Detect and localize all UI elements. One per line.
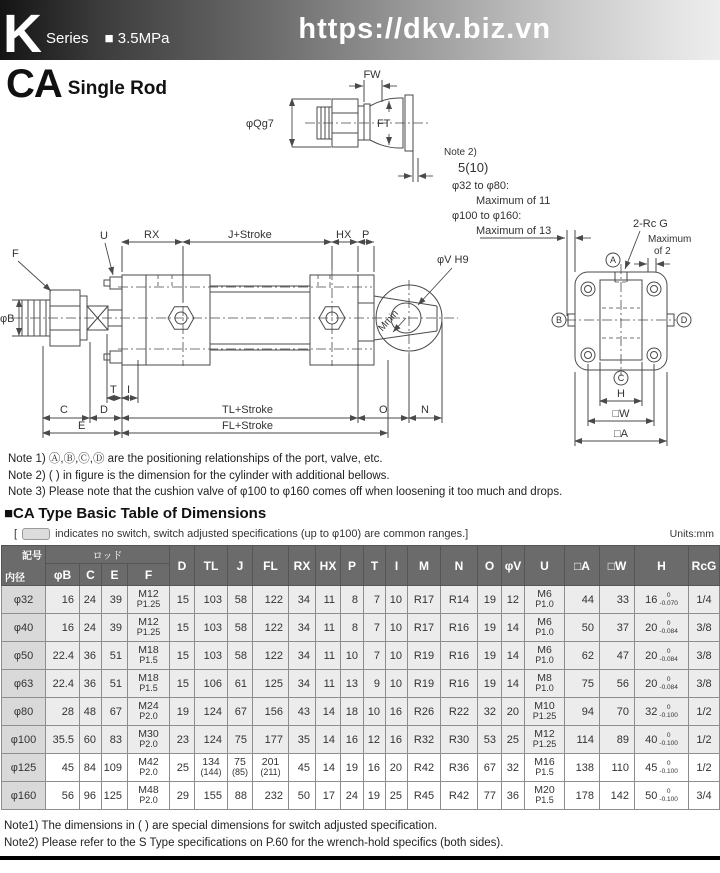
dim-label-o: O (379, 404, 388, 416)
dim-cell: 60 (80, 726, 102, 754)
column-header-j: J (228, 546, 253, 586)
dim-cell: 15 (170, 670, 195, 698)
dim-cell: M20 P1.5 (525, 782, 565, 810)
rod-end-bellows-drawing (246, 69, 591, 316)
dim-cell: 77 (478, 782, 502, 810)
dim-cell: 17 (316, 782, 341, 810)
dim-cell: M8 P1.0 (525, 670, 565, 698)
dim-cell: 8 (341, 614, 364, 642)
dim-cell: R26 (408, 698, 441, 726)
dim-cell: R16 (441, 614, 478, 642)
dim-cell: R16 (441, 670, 478, 698)
cylinder-side-view (0, 229, 469, 438)
dim-cell: 10 (364, 698, 386, 726)
dim-label-phib: φB (0, 313, 15, 325)
dim-label-rx: RX (144, 229, 160, 241)
column-header-n: N (441, 546, 478, 586)
bore-cell: φ40 (2, 614, 46, 642)
dims-tbody (2, 586, 720, 810)
dim-cell: 16 0 -0.070 (635, 586, 689, 614)
series-letter: K (3, 4, 42, 65)
position-marker-d: D (680, 315, 688, 325)
dim-cell: 29 (170, 782, 195, 810)
legend-open-bracket: [ (14, 528, 18, 540)
dim-cell: 7 (364, 586, 386, 614)
table-row (2, 782, 720, 810)
column-header-o: O (478, 546, 502, 586)
dim-cell: 155 (195, 782, 228, 810)
dim-label-c: C (60, 404, 68, 416)
position-marker-a: A (609, 255, 617, 265)
dim-cell: 32 (502, 754, 525, 782)
column-header-u: U (525, 546, 565, 586)
dim-cell: R16 (441, 642, 478, 670)
table-corner-cell (2, 546, 46, 586)
dim-cell: 11 (316, 642, 341, 670)
column-header-rx: RX (289, 546, 316, 586)
dim-cell: 48 (80, 698, 102, 726)
dim-cell: 122 (253, 614, 289, 642)
dim-cell: R32 (408, 726, 441, 754)
dim-cell: 16 (386, 726, 408, 754)
dim-cell: 24 (341, 782, 364, 810)
dim-cell: 39 (102, 586, 128, 614)
dim-label-hx: HX (336, 229, 352, 241)
dim-cell: 122 (253, 586, 289, 614)
note-line: Note 2) ( ) in figure is the dimension for the cylinder with additional bellows. (8, 469, 390, 482)
dim-cell: 22.4 (46, 642, 80, 670)
cylinder-end-view (552, 218, 691, 446)
technical-drawings (0, 60, 720, 462)
dim-cell: 16 (46, 614, 80, 642)
dim-cell: 34 (289, 614, 316, 642)
dim-cell: 10 (386, 614, 408, 642)
dim-cell: 9 (364, 670, 386, 698)
port-label-2rcg: 2-Rc G (633, 218, 668, 230)
site-url: https://dkv.biz.vn (298, 13, 552, 45)
dim-cell: 14 (502, 670, 525, 698)
dim-cell: R19 (408, 670, 441, 698)
range-note-line1: φ32 to φ80: (452, 180, 510, 192)
dim-cell: 37 (600, 614, 635, 642)
dim-cell: M30 P2.0 (128, 726, 170, 754)
table-row (2, 754, 720, 782)
dim-cell: M42 P2.0 (128, 754, 170, 782)
dim-cell: 11 (316, 614, 341, 642)
dim-label-p: P (362, 229, 370, 241)
dim-cell: 142 (600, 782, 635, 810)
units-label: Units:mm (669, 528, 714, 540)
dim-cell: 89 (600, 726, 635, 754)
column-header-e: E (102, 564, 128, 586)
column-header-phiv: φV (502, 546, 525, 586)
dim-cell: 58 (228, 586, 253, 614)
dim-cell: 3/8 (689, 642, 720, 670)
column-header-square-a: □A (565, 546, 600, 586)
dim-cell: 70 (600, 698, 635, 726)
dim-cell: 16 (46, 586, 80, 614)
dim-label-square-a: □A (614, 428, 628, 440)
dim-cell: 124 (195, 698, 228, 726)
dim-cell: 15 (170, 614, 195, 642)
dim-cell: 94 (565, 698, 600, 726)
dim-cell: 44 (565, 586, 600, 614)
dim-cell: 75 (85) (228, 754, 253, 782)
dim-cell: 23 (170, 726, 195, 754)
table-row (2, 670, 720, 698)
corner-label-symbol: 記号 (22, 551, 42, 562)
dim-label-square-w: □W (612, 408, 630, 420)
dim-cell: 32 0 -0.100 (635, 698, 689, 726)
dim-cell: 19 (478, 642, 502, 670)
dim-cell: 19 (478, 614, 502, 642)
dim-cell: 1/2 (689, 754, 720, 782)
dim-cell: R19 (408, 642, 441, 670)
dim-label-h: H (617, 388, 625, 400)
dim-cell: 125 (102, 782, 128, 810)
dim-cell: 25 (170, 754, 195, 782)
dim-cell: 10 (386, 670, 408, 698)
dim-cell: R22 (441, 698, 478, 726)
dim-cell: 106 (195, 670, 228, 698)
dim-cell: M12 P1.25 (128, 586, 170, 614)
dim-cell: 3/4 (689, 782, 720, 810)
dim-cell: R17 (408, 586, 441, 614)
dim-cell: 8 (341, 586, 364, 614)
column-header-rcg: RcG (689, 546, 720, 586)
dim-cell: 53 (478, 726, 502, 754)
footnote-line: Note1) The dimensions in ( ) are special dimensions for switch adjusted specification. (4, 820, 438, 832)
dim-cell: 1/4 (689, 586, 720, 614)
dim-cell: 14 (316, 754, 341, 782)
column-header-fl: FL (253, 546, 289, 586)
column-header-i: I (386, 546, 408, 586)
dim-cell: R36 (441, 754, 478, 782)
dim-cell: M6 P1.0 (525, 586, 565, 614)
product-code: CA (6, 62, 62, 106)
dim-cell: 50 0 -0.100 (635, 782, 689, 810)
dim-cell: 10 (386, 586, 408, 614)
dim-cell: 20 (502, 698, 525, 726)
dim-label-ft: FT (377, 118, 391, 130)
column-header-square-w: □W (600, 546, 635, 586)
dim-cell: 34 (289, 642, 316, 670)
dim-cell: 134 (144) (195, 754, 228, 782)
dim-cell: 125 (253, 670, 289, 698)
brand-banner (0, 0, 720, 65)
dim-label-j: J+Stroke (228, 229, 272, 241)
dim-cell: 24 (80, 614, 102, 642)
dim-cell: 1/2 (689, 698, 720, 726)
legend-text: indicates no switch, switch adjusted specifications (up to φ100) are common ranges.] (55, 528, 469, 540)
dim-cell: M6 P1.0 (525, 642, 565, 670)
table-row (2, 586, 720, 614)
dim-cell: 20 (386, 754, 408, 782)
column-header-tl: TL (195, 546, 228, 586)
dim-cell: R30 (441, 726, 478, 754)
product-type: Single Rod (67, 78, 168, 99)
dim-cell: 96 (80, 782, 102, 810)
dim-cell: 20 0 -0.084 (635, 642, 689, 670)
column-header-phib: φB (46, 564, 80, 586)
dim-cell: 3/8 (689, 614, 720, 642)
dim-cell: M18 P1.5 (128, 642, 170, 670)
dim-cell: M24 P2.0 (128, 698, 170, 726)
footnote-line: Note2) Please refer to the S Type specifications on P.60 for the wrench-hold specifics (both sides). (4, 837, 504, 850)
dim-label-phiv: φV H9 (437, 254, 469, 266)
range-note-line2: Maximum of 11 (476, 195, 551, 207)
dim-label-5-10: 5(10) (458, 160, 489, 175)
dim-cell: 109 (102, 754, 128, 782)
dim-cell: 51 (102, 642, 128, 670)
dimensions-table (1, 545, 720, 810)
range-note-line3: φ100 to φ160: (452, 210, 522, 222)
dim-cell: R17 (408, 614, 441, 642)
dim-cell: 88 (228, 782, 253, 810)
dim-label-i: I (127, 384, 131, 396)
table-row (2, 614, 720, 642)
dim-cell: 33 (600, 586, 635, 614)
dim-cell: 15 (170, 642, 195, 670)
column-header-p: P (341, 546, 364, 586)
dim-label-fw: FW (363, 69, 381, 81)
bore-cell: φ160 (2, 782, 46, 810)
dim-cell: 19 (170, 698, 195, 726)
dim-cell: 45 (46, 754, 80, 782)
column-header-c: C (80, 564, 102, 586)
dim-cell: R42 (441, 782, 478, 810)
dim-cell: 15 (170, 586, 195, 614)
dim-cell: M12 P1.25 (525, 726, 565, 754)
column-header-t: T (364, 546, 386, 586)
dim-label-d: D (100, 404, 108, 416)
dim-cell: 40 0 -0.100 (635, 726, 689, 754)
dim-label-f: F (12, 248, 19, 260)
bore-cell: φ63 (2, 670, 46, 698)
dim-cell: 22.4 (46, 670, 80, 698)
dim-cell: 28 (46, 698, 80, 726)
dim-cell: 36 (80, 642, 102, 670)
dim-cell: 35.5 (46, 726, 80, 754)
dim-cell: 67 (478, 754, 502, 782)
series-label: Series (46, 30, 89, 47)
bore-cell: φ100 (2, 726, 46, 754)
dim-cell: 13 (341, 670, 364, 698)
dim-cell: 20 0 -0.084 (635, 670, 689, 698)
dim-label-t: T (110, 384, 117, 396)
dim-cell: M16 P1.5 (525, 754, 565, 782)
dim-cell: 14 (502, 614, 525, 642)
note-line: Note 1) Ⓐ,Ⓑ,Ⓒ,Ⓓ are the positioning relationships of the port, valve, etc. (8, 453, 383, 465)
dim-cell: 83 (102, 726, 128, 754)
dim-cell: 12 (364, 726, 386, 754)
dim-cell: 25 (386, 782, 408, 810)
dim-cell: 36 (80, 670, 102, 698)
dim-cell: 34 (289, 670, 316, 698)
dim-cell: 24 (80, 586, 102, 614)
dim-cell: M48 P2.0 (128, 782, 170, 810)
column-group-rod: ロッド (46, 546, 170, 564)
dim-cell: 50 (565, 614, 600, 642)
corner-label-bore: 内径 (5, 573, 25, 584)
dim-cell: 32 (478, 698, 502, 726)
dim-cell: 138 (565, 754, 600, 782)
dim-cell: 10 (341, 642, 364, 670)
dim-cell: 103 (195, 586, 228, 614)
table-row (2, 698, 720, 726)
dim-cell: 34 (289, 586, 316, 614)
range-note-line4: Maximum of 13 (476, 225, 552, 237)
drawing-notes (8, 451, 562, 501)
dim-cell: 75 (228, 726, 253, 754)
dim-label-u: U (100, 230, 108, 242)
table-row (2, 642, 720, 670)
dim-cell: 16 (341, 726, 364, 754)
dim-cell: 50 (289, 782, 316, 810)
dim-cell: 43 (289, 698, 316, 726)
dim-cell: R45 (408, 782, 441, 810)
dim-cell: 36 (502, 782, 525, 810)
dim-label-n: N (421, 404, 429, 416)
dim-cell: 67 (102, 698, 128, 726)
dim-cell: 124 (195, 726, 228, 754)
note-line: Note 3) Please note that the cushion valve of φ100 to φ160 comes off when loosening it too much and drops. (8, 486, 563, 499)
dim-cell: 61 (228, 670, 253, 698)
dim-cell: 201 (211) (253, 754, 289, 782)
dim-cell: 232 (253, 782, 289, 810)
dim-cell: 14 (316, 726, 341, 754)
dim-cell: 58 (228, 614, 253, 642)
dim-cell: 45 0 -0.100 (635, 754, 689, 782)
dim-label-fl: FL+Stroke (222, 420, 274, 432)
dim-cell: 19 (364, 782, 386, 810)
dim-cell: 16 (364, 754, 386, 782)
dim-cell: 10 (386, 642, 408, 670)
dim-cell: 19 (478, 586, 502, 614)
pressure-label: ■ 3.5MPa (104, 30, 170, 47)
dim-cell: M10 P1.25 (525, 698, 565, 726)
dim-cell: 56 (46, 782, 80, 810)
dim-cell: 18 (341, 698, 364, 726)
dim-cell: 177 (253, 726, 289, 754)
dim-cell: 19 (478, 670, 502, 698)
column-header-h: H (635, 546, 689, 586)
dim-cell: 62 (565, 642, 600, 670)
dim-cell: 1/2 (689, 726, 720, 754)
bore-cell: φ125 (2, 754, 46, 782)
dim-cell: 35 (289, 726, 316, 754)
dim-cell: 12 (502, 586, 525, 614)
dim-cell: 25 (502, 726, 525, 754)
dim-cell: 110 (600, 754, 635, 782)
dim-cell: 7 (364, 642, 386, 670)
page-title (6, 62, 168, 106)
dim-cell: 122 (253, 642, 289, 670)
dim-cell: 14 (316, 698, 341, 726)
dim-cell: 16 (386, 698, 408, 726)
position-marker-b: B (555, 315, 563, 325)
table-legend (14, 528, 714, 540)
dim-cell: 67 (228, 698, 253, 726)
dim-cell: R42 (408, 754, 441, 782)
bore-cell: φ50 (2, 642, 46, 670)
dim-cell: 103 (195, 614, 228, 642)
dim-cell: 58 (228, 642, 253, 670)
column-header-d: D (170, 546, 195, 586)
dim-cell: 56 (600, 670, 635, 698)
dim-cell: M12 P1.25 (128, 614, 170, 642)
dim-cell: 84 (80, 754, 102, 782)
dim-cell: 156 (253, 698, 289, 726)
dim-cell: 7 (364, 614, 386, 642)
dim-cell: 20 0 -0.084 (635, 614, 689, 642)
dim-cell: 39 (102, 614, 128, 642)
dim-cell: M18 P1.5 (128, 670, 170, 698)
note2-ref-label: Note 2) (444, 147, 477, 158)
bore-cell: φ32 (2, 586, 46, 614)
dim-cell: R14 (441, 586, 478, 614)
dim-cell: 75 (565, 670, 600, 698)
shaded-range-swatch (22, 528, 50, 540)
dim-label-mmin: Mmin (376, 308, 401, 334)
column-header-hx: HX (316, 546, 341, 586)
dim-cell: 3/8 (689, 670, 720, 698)
bore-cell: φ80 (2, 698, 46, 726)
dim-cell: 103 (195, 642, 228, 670)
column-header-f: F (128, 564, 170, 586)
dim-cell: 45 (289, 754, 316, 782)
dim-cell: 114 (565, 726, 600, 754)
page-bottom-rule (0, 856, 720, 860)
dim-label-e: E (78, 420, 86, 432)
dim-cell: 14 (502, 642, 525, 670)
position-marker-c: C (617, 373, 625, 383)
table-section-title: ■CA Type Basic Table of Dimensions (4, 505, 267, 522)
dim-cell: M6 P1.0 (525, 614, 565, 642)
table-footnotes (4, 818, 503, 853)
dim-cell: 178 (565, 782, 600, 810)
max2-label-line2: of 2 (654, 246, 671, 257)
dim-cell: 19 (341, 754, 364, 782)
dim-label-qg7: φQg7 (246, 118, 274, 130)
table-row (2, 726, 720, 754)
dim-cell: 11 (316, 670, 341, 698)
dim-cell: 51 (102, 670, 128, 698)
dim-cell: 11 (316, 586, 341, 614)
dim-label-tl: TL+Stroke (222, 404, 274, 416)
column-header-m: M (408, 546, 441, 586)
max2-label-line1: Maximum (648, 234, 692, 245)
dim-cell: 47 (600, 642, 635, 670)
